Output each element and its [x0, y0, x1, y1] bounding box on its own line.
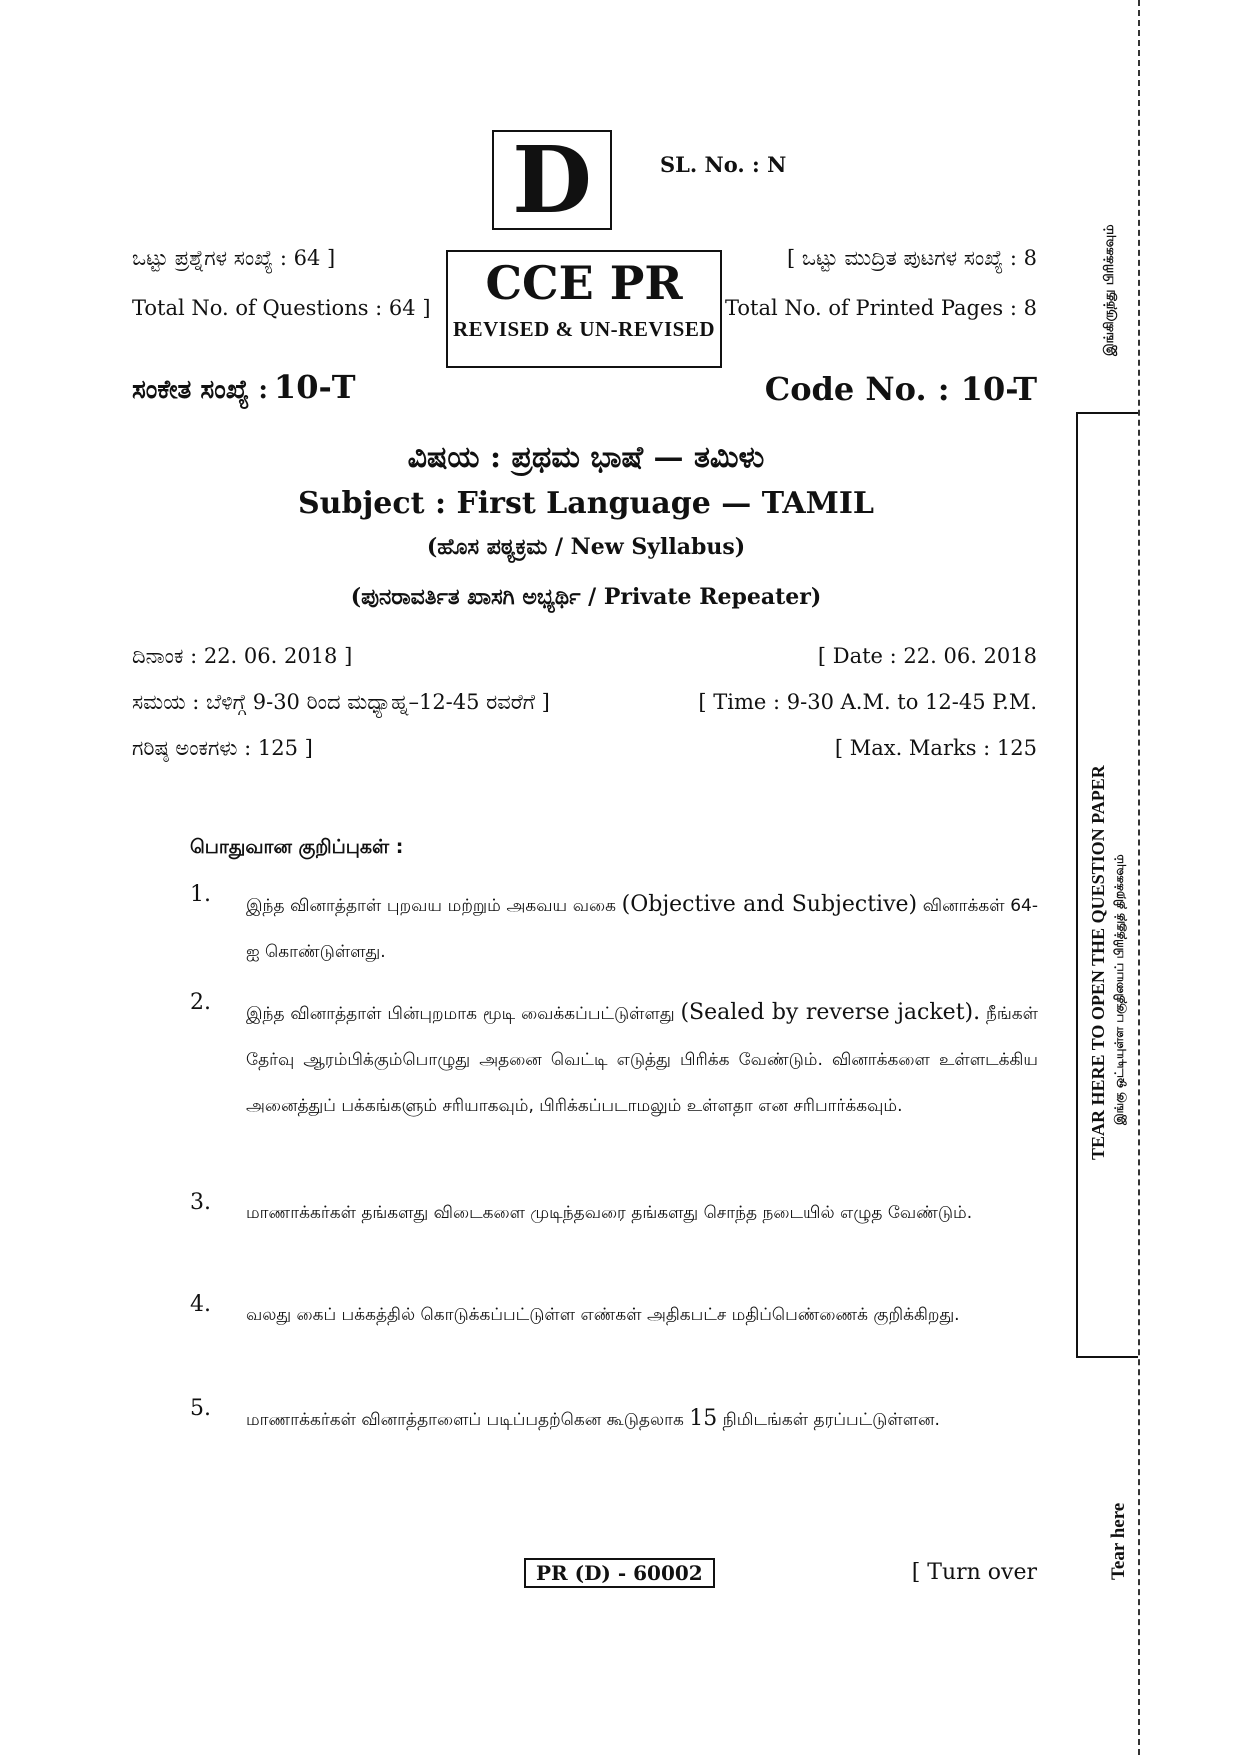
instruction-text-part: வினாக்கள் 64-ஐ கொண்டுள்ளது.	[246, 896, 1039, 962]
code-label-kannada: ಸಂಕೇತ ಸಂಖ್ಯೆ :	[132, 375, 268, 405]
subject-english: Subject : First Language — TAMIL	[298, 486, 874, 521]
turn-over-label: [ Turn over	[911, 1560, 1037, 1585]
code-number-english: Code No. : 10-T	[764, 370, 1037, 408]
instruction-text	[246, 882, 1038, 975]
instruction-number: 5.	[190, 1396, 211, 1421]
instruction-item	[190, 1190, 1038, 1236]
date-english: [ Date : 22. 06. 2018	[817, 644, 1037, 668]
instruction-text-english: 15	[689, 1406, 718, 1431]
instruction-number: 4.	[190, 1292, 211, 1317]
exam-type-title: CCE PR	[485, 256, 683, 310]
version-letter: D	[512, 126, 592, 234]
total-questions-kannada: ಒಟ್ಟು ಪ್ರಶ್ನೆಗಳ ಸಂಖ್ಯೆ : 64 ]	[132, 246, 336, 270]
instruction-text-part: நீங்கள் தேர்வு ஆரம்பிக்கும்பொழுது அதனை வெட்டி எடுத்து பிரிக்க வேண்டும். வினாக்களை உள்ளடக்கிய அனைத்துப் பக்கங்களும் சரியாகவும், பிரிக்கப்படாமலும் உள்ளதா என சரிபார்க்கவும்.	[246, 1004, 1038, 1116]
code-number-kannada	[132, 368, 356, 406]
instructions-title: பொதுவான குறிப்புகள் :	[190, 836, 404, 858]
max-marks-english: [ Max. Marks : 125	[834, 736, 1037, 760]
instruction-text-part: இந்த வினாத்தாள் புறவய மற்றும் அகவய வகை	[246, 896, 622, 916]
instruction-text	[246, 1396, 1038, 1443]
instruction-number: 3.	[190, 1190, 211, 1215]
total-pages-english: Total No. of Printed Pages : 8	[725, 296, 1037, 320]
total-pages-kannada: [ ಒಟ್ಟು ಮುದ್ರಿತ ಪುಟಗಳ ಸಂಖ್ಯೆ : 8	[786, 246, 1037, 270]
serial-number: SL. No. : N	[660, 152, 787, 177]
instruction-text-part: மாணாக்கர்கள் வினாத்தாளைப் படிப்பதற்கென கூடுதலாக	[246, 1410, 690, 1430]
instruction-text-part: மாணாக்கர்கள் தங்களது விடைகளை முடிந்தவரை தங்களது சொந்த நடையில் எழுத வேண்டும்.	[246, 1203, 973, 1223]
tear-line	[1138, 0, 1140, 1755]
tear-here-label: Tear here	[1108, 1502, 1129, 1580]
tear-instruction-english: TEAR HERE TO OPEN THE QUESTION PAPER	[1088, 765, 1108, 1160]
time-kannada: ಸಮಯ : ಬೆಳಿಗ್ಗೆ 9-30 ರಿಂದ ಮಧ್ಯಾಹ್ನ–12-45 ರವರೆಗೆ ]	[132, 690, 550, 714]
instruction-text	[246, 1292, 1038, 1338]
subject-kannada: ವಿಷಯ : ಪ್ರಥಮ ಭಾಷೆ — ತಮಿಳು	[407, 440, 765, 475]
instruction-item	[190, 1292, 1038, 1338]
exam-type-subtitle: REVISED & UN-REVISED	[452, 316, 716, 341]
instruction-number: 1.	[190, 882, 211, 907]
instruction-item	[190, 882, 1038, 975]
instruction-text	[246, 990, 1038, 1129]
max-marks-kannada: ಗರಿಷ್ಠ ಅಂಕಗಳು : 125 ]	[132, 736, 313, 760]
tear-from-here-tamil: இங்கிருந்து பிரிக்கவும்	[1102, 224, 1117, 356]
instruction-item	[190, 1396, 1038, 1443]
date-kannada: ದಿನಾಂಕ : 22. 06. 2018 ]	[132, 644, 353, 668]
instruction-item	[190, 990, 1038, 1129]
instruction-text-english: (Sealed by reverse jacket).	[680, 1000, 981, 1025]
instruction-text-english: (Objective and Subjective)	[621, 892, 918, 917]
instruction-number: 2.	[190, 990, 211, 1015]
instruction-text-part: இந்த வினாத்தாள் பின்புறமாக மூடி வைக்கப்பட்டுள்ளது	[246, 1004, 681, 1024]
instruction-text-part: நிமிடங்கள் தரப்பட்டுள்ளன.	[717, 1410, 940, 1430]
syllabus-label: (ಹೊಸ ಪಠ್ಯಕ್ರಮ / New Syllabus)	[426, 534, 746, 560]
exam-type-box	[446, 250, 722, 368]
total-questions-english: Total No. of Questions : 64 ]	[132, 296, 431, 320]
paper-code: PR (D) - 60002	[524, 1558, 715, 1588]
tear-instruction-tamil: இங்கு ஒட்டியுள்ள பகுதியைப் பிரித்துத் திறக்கவும்	[1112, 854, 1126, 1125]
version-letter-box	[492, 126, 612, 234]
time-english: [ Time : 9-30 A.M. to 12-45 P.M.	[698, 690, 1037, 714]
instruction-text-part: வலது கைப் பக்கத்தில் கொடுக்கப்பட்டுள்ள எண்கள் அதிகபட்ச மதிப்பெண்ணைக் குறிக்கிறது.	[246, 1305, 960, 1325]
code-value-kannada: 10-T	[273, 368, 356, 406]
candidate-type-label: (ಪುನರಾವರ್ತಿತ ಖಾಸಗಿ ಅಭ್ಯರ್ಥಿ / Private Repeater)	[350, 584, 822, 610]
instruction-text	[246, 1190, 1038, 1236]
